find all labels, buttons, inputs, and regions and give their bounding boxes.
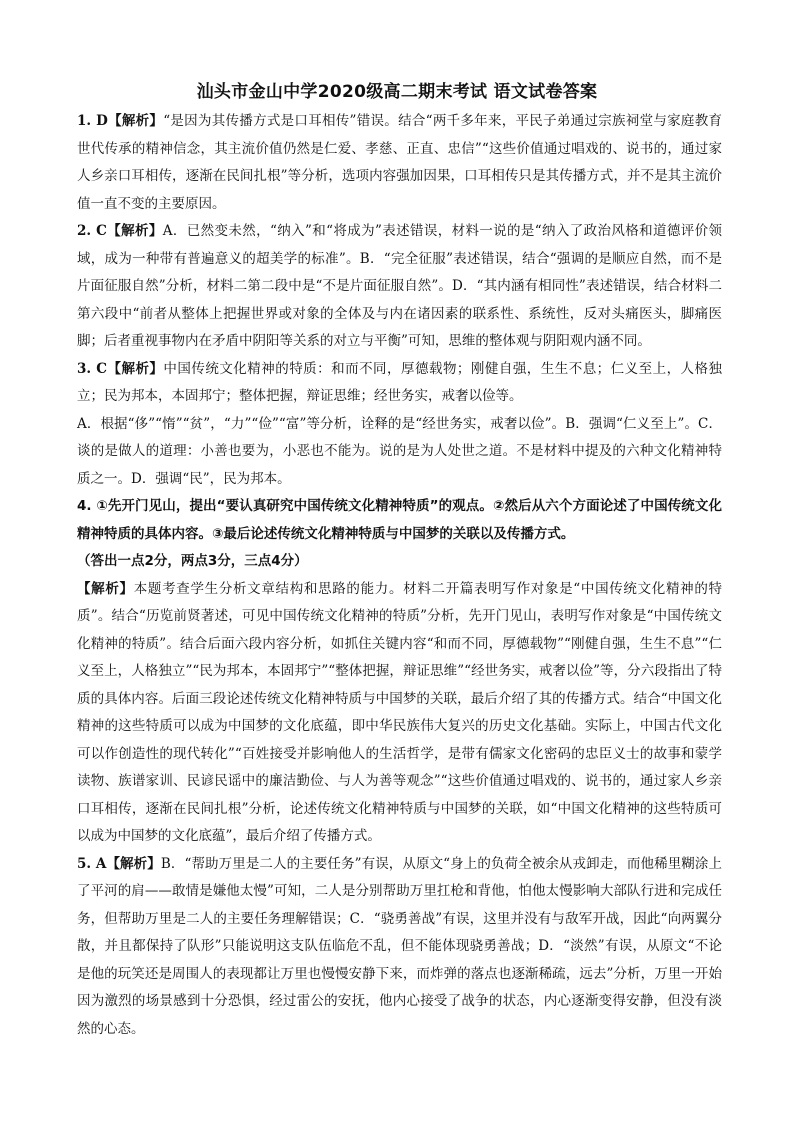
answer-item-4-analysis (77, 576, 722, 851)
answer-item-5 (77, 851, 722, 1044)
answer-item-2 (77, 218, 722, 356)
answer-body (77, 108, 722, 1043)
answer-item-3-options: A．根据“侈”“惰”“贫”，“力”“俭”“富”等分析，诠释的是“经世务实，戒奢以俭”。B．强调“仁义至上”。C．谈的是做人的道理：小善也要为，小恶也不能为。说的是为人处世之道。不是材料中提及的六种文化精神特质之一。D．强调“民”，民为邦本。 (77, 415, 722, 487)
answer-text: A．已然变未然，“纳入”和“将成为”表述错误，材料一说的是“纳入了政治风格和道德评价领域，成为一种带有普遍意义的超美学的标准”。B．“完全征服”表述错误，结合“强调的是顺应自然，而不是片面征服自然”分析，材料二第二段中是“不是片面征服自然”。D．“其内涵有相同性”表述错误，结合材料二第六段中“前者从整体上把握世界或对象的全体及与内在诸因素的联系性、系统性，反对头痛医头，脚痛医脚；后者重视事物内在矛盾中阴阳等关系的对立与平衡”可知，思维的整体观与阴阳观内涵不同。 (77, 223, 722, 349)
answer-item-4 (77, 493, 722, 548)
analysis-head: 【解析】 (77, 580, 134, 597)
answer-head: 2. C【解析】 (77, 223, 163, 239)
answer-head: 4. (77, 498, 97, 514)
answer-item-1 (77, 108, 722, 218)
analysis-text: 本题考查学生分析文章结构和思路的能力。材料二开篇表明写作对象是“中国传统文化精神的特质”。结合“历览前贤著述，可见中国传统文化精神的特质”分析，先开门见山，表明写作对象是“中国传统文化精神的特质”。结合后面六段内容分析，如抓住关键内容“和而不同，厚德载物”“刚健自强，生生不息”“仁义至上，人格独立”“民为邦本，本固邦宁”“整体把握，辩证思维”“经世务实，戒奢以俭”等，分六段指出了特质的具体内容。后面三段论述传统文化精神特质与中国梦的关联，最后介绍了其的传播方式。结合“中国文化精神的这些特质可以成为中国梦的文化底蕴，即中华民族伟大复兴的历史文化基础。实际上，中国古代文化可以作创造性的现代转化”“百姓接受并影响他人的生活哲学，是带有儒家文化密码的忠臣义士的故事和蒙学读物、族谱家训、民谚民谣中的廉洁勤俭、与人为善等观念”“这些价值通过唱戏的、说书的，通过家人乡亲口耳相传，逐渐在民间扎根”分析，论述传统文化精神特质与中国梦的关联，如“中国文化精神的这些特质可以成为中国梦的文化底蕴”，最后介绍了传播方式。 (77, 580, 723, 844)
answer-head: 1. D【解析】 (77, 113, 164, 129)
score-note: （答出一点2分，两点3分，三点4分） (77, 553, 308, 569)
answer-text: 中国传统文化精神的特质：和而不同，厚德载物；刚健自强，生生不息；仁义至上，人格独立；民为邦本，本固邦宁；整体把握，辩证思维；经世务实，戒奢以俭等。 (77, 360, 722, 404)
answer-head: 5. A【解析】 (77, 855, 161, 872)
answer-text: B．“帮助万里是二人的主要任务”有误，从原文“身上的负荷全被余从戎卸走，而他稀里糊涂上了平河的肩——敢情是嫌他太慢”可知，二人是分别帮助万里扛枪和背他，怕他太慢影响大部队行进和完成任务，但帮助万里是二人的主要任务理解错误；C．“骁勇善战”有误，这里并没有与敌军开战，因此“向两翼分散，并且都保持了队形”只能说明这支队伍临危不乱，但不能体现骁勇善战；D．“淡然”有误，从原文“不论是他的玩笑还是周围人的表现都让万里也慢慢安静下来，而炸弹的落点也逐渐稀疏，远去”分析，万里一开始因为激烈的场景感到十分恐惧，经过雷公的安抚，他内心接受了战争的状态，内心逐渐变得安静，但没有淡然的心态。 (77, 855, 722, 1037)
answer-head: 3. C【解析】 (77, 360, 164, 377)
answer-item-3 (77, 356, 722, 411)
document-title: 汕头市金山中学2020级高二期末考试 语文试卷答案 (196, 82, 598, 102)
answer-text: “是因为其传播方式是口耳相传”错误。结合“两千多年来，平民子弟通过宗族祠堂与家庭教育世代传承的精神信念，其主流价值仍然是仁爱、孝慈、正直、忠信”“这些价值通过唱戏的、说书的，通过家人乡亲口耳相传，逐渐在民间扎根”等分析，选项内容强加因果，口耳相传只是其传播方式，并不是其主流价值一直不变的主要原因。 (77, 113, 722, 212)
answer-key-text: ①先开门见山，提出“要认真研究中国传统文化精神特质”的观点。②然后从六个方面论述了中国传统文化精神特质的具体内容。③最后论述传统文化精神特质与中国梦的关联以及传播方式。 (77, 498, 722, 542)
